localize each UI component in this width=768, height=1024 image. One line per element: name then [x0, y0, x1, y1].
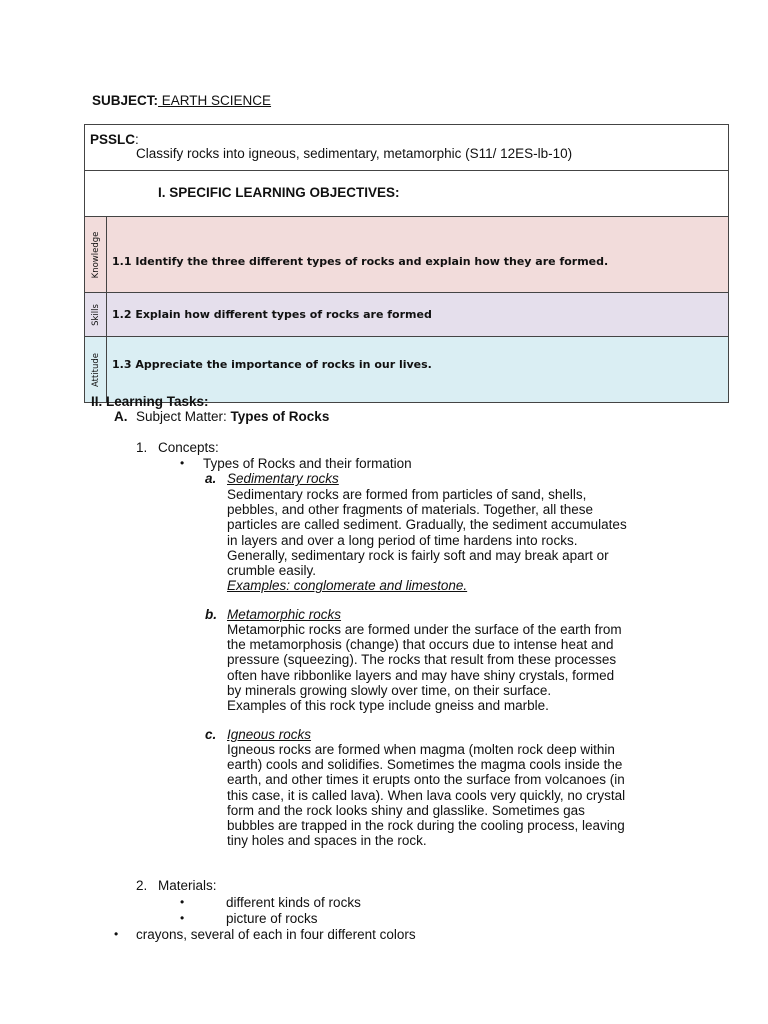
concepts-marker: 1.: [136, 440, 148, 455]
subject-label: SUBJECT:: [92, 93, 159, 108]
objective-text-skills: 1.2 Explain how different types of rocks are formed: [107, 293, 729, 337]
desc-line: earth) cools and solidifies. Sometimes the magma cools inside the: [227, 757, 623, 773]
rock-name-metamorphic: Metamorphic rocks: [227, 607, 342, 622]
desc-line: tiny holes and spaces in the rock.: [227, 833, 427, 849]
desc-line: crumble easily.: [227, 563, 317, 579]
desc-line: by minerals growing slowly over time, on their surface.: [227, 682, 552, 698]
subject-matter-label: Subject Matter:: [136, 409, 231, 424]
desc-line: pressure (squeezing). The rocks that result from these processes: [227, 652, 617, 668]
bullet-icon: •: [114, 927, 119, 941]
desc-line: in layers and over a long period of time hardens into rocks.: [227, 532, 578, 548]
subject-line: [92, 93, 271, 108]
extra-material-item: crayons, several of each in four different colors: [136, 927, 416, 942]
desc-line: this case, it is called lava). When lava cools very quickly, no crystal: [227, 787, 626, 803]
desc-line: Generally, sedimentary rock is fairly soft and may break apart or: [227, 547, 609, 563]
material-item: different kinds of rocks: [226, 895, 361, 910]
objective-row-attitude: [85, 337, 729, 403]
rock-marker-c: c.: [205, 727, 217, 742]
objective-row-skills: [85, 293, 729, 337]
psslc-label: PSSLC:: [90, 132, 139, 147]
side-label-knowledge: Knowledge: [90, 231, 101, 278]
psslc-text: Classify rocks into igneous, sedimentary, metamorphic (S11/ 12ES-lb-10): [136, 146, 573, 161]
learning-tasks-heading: II. Learning Tasks:: [91, 394, 209, 409]
rock-desc-sedimentary: [227, 487, 687, 593]
desc-line: Sedimentary rocks are formed from particles of sand, shells,: [227, 487, 587, 502]
bullet-icon: •: [180, 456, 185, 470]
bullet-icon: •: [180, 911, 185, 925]
materials-label: Materials:: [158, 878, 217, 893]
rock-desc-igneous: [227, 742, 687, 848]
desc-line: pebbles, and other fragments of materials. Together, all these: [227, 502, 593, 518]
rock-marker-a: a.: [205, 471, 217, 486]
subject-value: EARTH SCIENCE: [158, 93, 272, 108]
desc-line: often have ribbonlike layers and may have shiny crystals, formed: [227, 667, 615, 683]
side-label-cell: [85, 217, 107, 293]
objectives-title: I. SPECIFIC LEARNING OBJECTIVES:: [158, 185, 400, 200]
objectives-title-cell: [85, 171, 729, 217]
subject-matter-marker: A.: [114, 409, 128, 424]
desc-line: Metamorphic rocks are formed under the surface of the earth from: [227, 622, 622, 637]
desc-line: Examples of this rock type include gneiss and marble.: [227, 698, 549, 714]
rock-desc-metamorphic: [227, 622, 687, 713]
side-label-skills: Skills: [90, 303, 101, 326]
rock-name-igneous: Igneous rocks: [227, 727, 312, 742]
desc-line: Igneous rocks are formed when magma (molten rock deep within: [227, 742, 615, 757]
subject-matter-line: [136, 409, 329, 424]
objective-text-knowledge: 1.1 Identify the three different types of rocks and explain how they are formed.: [107, 217, 729, 293]
side-label-cell: [85, 337, 107, 403]
desc-line: form and the rock looks shiny and glasslike. Sometimes gas: [227, 802, 585, 818]
rock-marker-b: b.: [205, 607, 217, 622]
materials-marker: 2.: [136, 878, 148, 893]
desc-line: earth, and other times it erupts onto the surface from volcanoes (in: [227, 772, 625, 788]
side-label-attitude: Attitude: [90, 352, 101, 387]
examples-sedimentary: Examples: conglomerate and limestone.: [227, 578, 468, 594]
bullet-icon: •: [180, 895, 185, 909]
material-item: picture of rocks: [226, 911, 318, 926]
psslc-cell: [85, 125, 729, 171]
desc-line: particles are called sediment. Gradually, the sediment accumulates: [227, 517, 627, 533]
desc-line: bubbles are trapped in the rock during the cooling process, leaving: [227, 818, 625, 834]
objective-row-knowledge: [85, 217, 729, 293]
rock-name-sedimentary: Sedimentary rocks: [227, 471, 339, 486]
rock-types-bullet-text: Types of Rocks and their formation: [203, 456, 412, 471]
objective-text-attitude: 1.3 Appreciate the importance of rocks in our lives.: [107, 337, 729, 403]
subject-matter-value: Types of Rocks: [230, 409, 330, 424]
concepts-label: Concepts:: [158, 440, 219, 455]
side-label-cell: [85, 293, 107, 337]
objectives-table: [84, 124, 729, 403]
desc-line: the metamorphosis (change) that occurs due to intense heat and: [227, 637, 614, 653]
